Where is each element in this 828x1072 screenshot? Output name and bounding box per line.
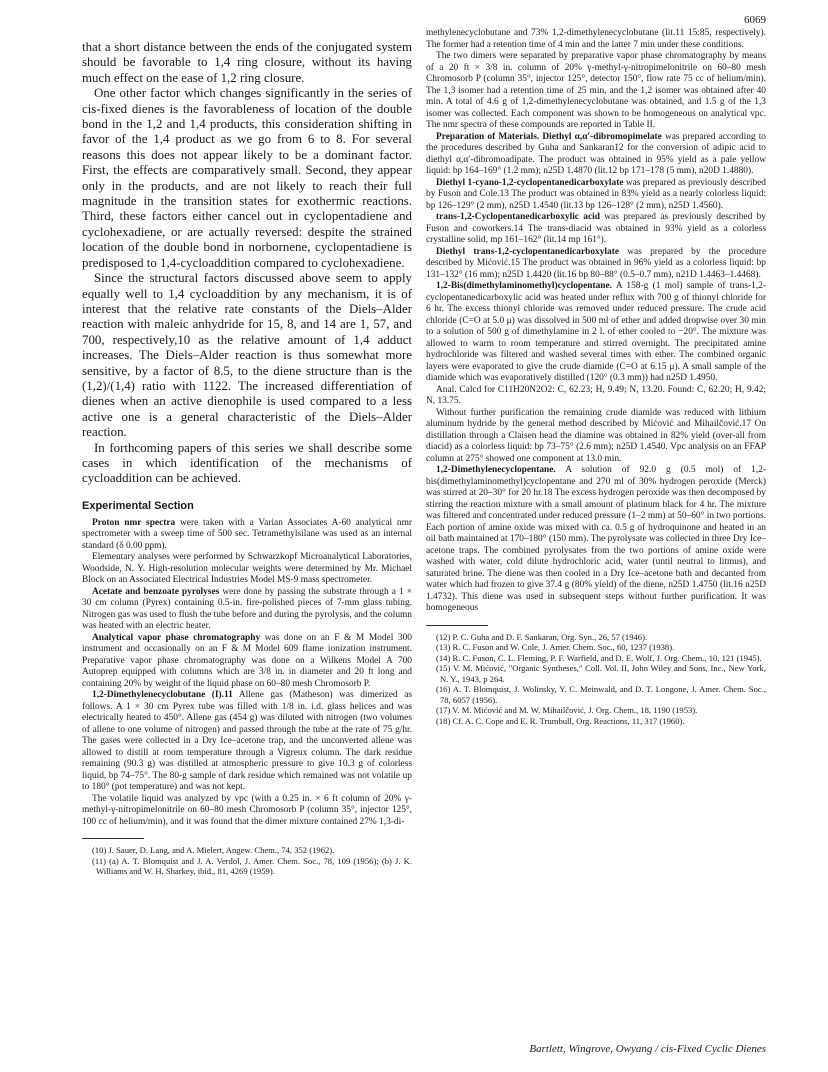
left-column: [82, 40, 412, 877]
run-in-heading: Proton nmr spectra: [92, 517, 176, 528]
page-number: 6069: [744, 14, 766, 26]
footnote: (12) P. C. Guha and D. F. Sankaran, Org. Syn., 26, 57 (1946).: [436, 631, 648, 642]
run-in-heading: 1,2-Bis(dimethylaminomethyl)cyclopentane.: [436, 281, 613, 291]
experimental-paragraph: [426, 178, 766, 213]
paragraph-text: was prepared by the procedure described by Mićović.15 The product was obtained in 96% yield as a colorless liquid: bp 131–132° (16 mm); n25D 1.4420 (lit.16 bp 80–88° (0.5–0.7 mm), n21D 1.4463–1.4468).: [426, 246, 766, 280]
paragraph-text: A 158-g (1 mol) sample of trans-1,2-cyclopentanedicarboxylic acid was heated under reflux with 700 g of thionyl chloride for 6 hr. The excess thionyl chloride was removed under reduced pressure. The crude acid chloride (C=O at 5.0 μ) was dissolved in 500 ml of ether and added dropwise over 30 min to a solution of 500 g of dimethylamine in 2 l. of ether cooled to −20°. The mixture was allowed to warm to room temperature and stirred overnight. The precipitated amine hydrochloride was filtered and washed several times with ether. The combined organic layers were evaporated to give the crude diamide (C=O at 6.15 μ). A small sample of the diamide which was evaporatively distilled (120° (0.3 mm)) had n25D 1.4950.: [426, 281, 766, 383]
experimental-paragraph: [82, 794, 412, 829]
footnote: (14) R. C. Fuson, C. L. Fleming, P. F. Warfield, and D. E. Wolf, J. Org. Chem., 10, 121 (1945).: [436, 652, 762, 663]
experimental-paragraph: [426, 465, 766, 615]
footnote: (10) J. Sauer, D. Lang, and A. Mielert, Angew. Chem., 74, 352 (1962).: [92, 845, 335, 856]
experimental-paragraph: [426, 247, 766, 282]
footnote-divider: [426, 625, 488, 626]
experimental-paragraph: [82, 633, 412, 691]
paragraph-text: The two dimers were separated by preparative vapor phase chromatography by means of a 20 ft × 3/8 in. column of 20% γ-methyl-γ-nitropimelonitrile on 60–80 mesh Chromosorb P (column 35°, injector 125°, detector 150°, flow rate 75 cc of helium/min). The 1,3 isomer had a retention time of 25 min, and the 1,2 isomer was obtained after 40 min. A total of 4.6 g of 1,2-dimethylenecyclobutane was obtained, and 1.5 g of the 1,3 isomer was collected. Each component was shown to be homogeneous on analytical vpc. The nmr spectra of these compounds are reported in Table II.: [426, 51, 766, 130]
right-column: [426, 28, 766, 726]
paragraph-text: was done on an F & M Model 300 instrument and occasionally on an F & M Model 609 flame ionization instrument. Preparative vapor phase chromatography was done on a Wilkens Model A 700 Autoprep equipped with columns which are 3/8 in. in diameter and 20 ft long and containing 20% by weight of the liquid phase on 60–80 mesh Chromosorb P.: [82, 632, 412, 689]
experimental-paragraph: [82, 552, 412, 587]
footnote: (18) Cf. A. C. Cope and E. R. Trumbull, Org. Reactions, 11, 317 (1960).: [436, 715, 685, 726]
paragraph-text: was prepared according to the procedures described by Guha and Sankaran12 for the conversion of adipic acid to diethyl α,α′-dibromoadipate. The product was obtained in 95% yield as a pale yellow liquid: bp 164–169° (1.2 mm); n25D 1.4870 (lit.12 bp 171–178 (5 mm), n20D 1.4880).: [426, 131, 766, 176]
run-in-heading: Diethyl 1-cyano-1,2-cyclopentanedicarboxylate: [436, 177, 624, 188]
footnote: (13) R. C. Fuson and W. Cole, J. Amer. Chem. Soc., 60, 1237 (1938).: [436, 642, 675, 652]
run-in-heading: 1,2-Dimethylenecyclopentane.: [436, 465, 556, 475]
experimental-right: [426, 28, 766, 615]
paragraph: that a short distance between the ends of the conjugated system should be favorable to 1,4 ring closure, without its having much effect on the ease of 1,2 ring closure.: [82, 40, 412, 85]
footnote-divider: [82, 838, 144, 839]
experimental-paragraph: [82, 690, 412, 794]
paragraph: One other factor which changes significantly in the series of cis-fixed dienes is the favorableness of location of the double bond in the 1,2 and 1,4 products, this consideration shifting in favor of the 1,4 product as we go from 6 to 8. For several reasons this does not appear likely to be a dominant factor. First, the effects are comparatively small. Second, they appear only in the products, and are not likely to reach their full magnitude in the transition states for exothermic reactions. Third, these factors either cancel out in cyclopentadiene and cyclohexadiene, or are actually reversed: despite the strained location of the double bond in norbornene, cyclopentadiene is predisposed to 1,4-cycloaddition compared to cyclohexadiene.: [82, 86, 412, 270]
footnotes-left: [82, 845, 412, 877]
paragraph-text: Anal. Calcd for C11H20N2O2: C, 62.23; H, 9.49; N, 13.20. Found: C, 62.20; H, 9.42; N, 13.75.: [426, 384, 766, 406]
paragraph-text: Without further purification the remaining crude diamide was reduced with lithium aluminum hydride by the general method described by Mićović and Mihailčović.17 On distillation through a Claisen head the diamine was obtained in 82% yield (over-all from diacid) as a colorless liquid: bp 73–75° (2.6 mm); n25D 1.4540. Vpc analysis on an FFAP column at 275° showed one component at 13.0 min.: [426, 407, 766, 464]
experimental-paragraph: [82, 587, 412, 633]
experimental-paragraph: [426, 28, 766, 51]
experimental-paragraph: [82, 518, 412, 553]
run-in-heading: Acetate and benzoate pyrolyses: [92, 586, 220, 597]
paragraph-text: A solution of 92.0 g (0.5 mol) of 1,2-bis(dimethylaminomethyl)cyclopentane and 270 ml of 30% hydrogen peroxide (Merck) was stirred at 20–30° for 20 hr.18 The excess hydrogen peroxide was then decomposed by stirring the reaction mixture with a small amount of platinum black for 4 hr. The mixture was filtered and concentrated under reduced pressure (1–2 mm) at 50–60° in two portions. Each portion of amine oxide was mixed with ca. 0.5 g of hydroquinone and heated in an oil bath maintained at 170–180° (150 mm). The pyrolysate was collected in three Dry Ice–acetone traps. The combined pyrolysates from the two portions of amine oxide were washed with water, cold dilute hydrochloric acid, water (until neutral to litmus), and saturated brine. The diene was then cooled in a Dry Ice–acetone bath and decanted from water which had frozen to give 37.4 g (80% yield) of the diene, n25D 1.4750 (lit.16 n25D 1.4732). This diene was used in subsequent steps without further purification. It was homogeneous: [426, 465, 766, 613]
run-in-heading: Diethyl trans-1,2-cyclopentanedicarboxylate: [436, 246, 619, 257]
experimental-paragraph: [426, 132, 766, 178]
paragraph-text: Allene gas (Matheson) was dimerized as follows. A 1 × 30 cm Pyrex tube was filled with 1/8 in. i.d. glass helices and was electrically heated to 450°. Allene gas (454 g) was diluted with nitrogen (two volumes of allene to one volume of nitrogen) and passed through the tube at the rate of 75 g/hr. The gases were collected in a Dry Ice–acetone trap, and the unconverted allene was allowed to distill at room temperature through a Vigreux column. The dark residue remaining (90.3 g) was distilled at atmospheric pressure to give 10.3 g of colorless liquid, bp 74–75°. The 80-g sample of dark residue which remained was not volatile up to 180° (pot temperature) and was not kept.: [82, 690, 412, 793]
experimental-paragraph: [426, 408, 766, 466]
experimental-paragraph: [426, 281, 766, 385]
paragraph: In forthcoming papers of this series we shall describe some cases in which identification of the mechanisms of cycloaddition can be achieved.: [82, 440, 412, 486]
run-in-heading: Preparation of Materials. Diethyl α,α′-dibromopimelate: [436, 131, 662, 142]
paragraph: Since the structural factors discussed above seem to apply equally well to 1,4 cycloaddition by any mechanism, it is of interest that the relative rate constants of the Diels–Alder reaction with maleic anhydride for 15, 8, and 14 are 1, 57, and 700, respectively,10 as the relative amount of 1,4 adduct increases. The Diels–Alder reaction is thus somewhat more sensitive, by a factor of 8.5, to the diene structure than is the (1,2)/(1,4) ratio with 1122. The increased differentiation of dienes when an active dienophile is used compared to a less active one is a general characteristic of the Diels–Alder reaction.: [82, 271, 412, 440]
section-title: Experimental Section: [82, 499, 194, 512]
discussion-text: [82, 40, 412, 487]
paragraph-text: was prepared as previously described by Fuson and Cole.13 The product was obtained in 83% yield as a nearly colorless liquid: bp 126–129° (2 mm), n25D 1.4540 (lit.13 bp 126–128° (2 mm), n25D 1.4560).: [426, 177, 766, 211]
running-footer: Bartlett, Wingrove, Owyang / cis-Fixed Cyclic Dienes: [529, 1043, 766, 1055]
footnote: (16) A. T. Blomquist, J. Wolinsky, Y. C. Meinwald, and D. T. Longone, J. Amer. Chem. Soc., 78, 6057 (1956).: [436, 684, 766, 705]
run-in-heading: 1,2-Dimethylenecyclobutane (I).11: [92, 690, 233, 701]
paragraph-text: The volatile liquid was analyzed by vpc (with a 0.25 in. × 6 ft column of 20% γ-methyl-γ-nitropimelonitrile on 60–80 mesh Chromosorb P (column 35°, injector 125°, 100 cc of helium/min), and it was found that the dimer mixture contained 27% 1,3-di-: [82, 793, 412, 827]
footnote: (15) V. M. Mićović, "Organic Syntheses," Coll. Vol. II, John Wiley and Sons, Inc., New York, N. Y., 1943, p 264.: [436, 663, 766, 684]
footnote: (11) (a) A. T. Blomquist and J. A. Verdol, J. Amer. Chem. Soc., 78, 109 (1956); (b) J. K. Williams and W. H. Sharkey, ibid., 81, 4269 (1959).: [92, 855, 412, 877]
paragraph-text: was prepared as previously described by Fuson and coworkers.14 The trans-diacid was obtained in 93% yield as a colorless crystalline solid, mp 161–162° (lit.14 mp 161°).: [426, 212, 766, 245]
paragraph-text: were taken with a Varian Associates A-60 analytical nmr spectrometer with a sweep time of 500 sec. Tetramethylsilane was used as an internal standard (δ 0.00 ppm).: [82, 517, 412, 551]
experimental-left: [82, 518, 412, 829]
experimental-paragraph: [426, 51, 766, 132]
experimental-paragraph: [426, 385, 766, 408]
run-in-heading: trans-1,2-Cyclopentanedicarboxylic acid: [436, 212, 600, 222]
paragraph-text: Elementary analyses were performed by Schwarzkopf Microanalytical Laboratories, Woodside, N. Y. High-resolution molecular weights were determined by Mr. Michael Block on an Associated Electrical Industries Model MS-9 mass spectrometer.: [82, 552, 412, 586]
experimental-paragraph: [426, 212, 766, 247]
run-in-heading: Analytical vapor phase chromatography: [92, 632, 261, 643]
footnote: (17) V. M. Mićović and M. W. Mihailčović, J. Org. Chem., 18, 1190 (1953).: [436, 705, 698, 715]
paragraph-text: were done by passing the substrate through a 1 × 30 cm column (Pyrex) containing 0.5-in. fire-polished pieces of 7-mm glass tubing. Nitrogen gas was used to flush the tube before and during the pyrolysis, and the column was heated with an electric heater.: [82, 586, 412, 632]
paragraph-text: methylenecyclobutane and 73% 1,2-dimethylenecyclobutane (lit.11 15:85, respectively). The former had a retention time of 4 min and the latter 7 min under these conditions.: [426, 28, 766, 50]
footnotes-right: [426, 632, 766, 727]
